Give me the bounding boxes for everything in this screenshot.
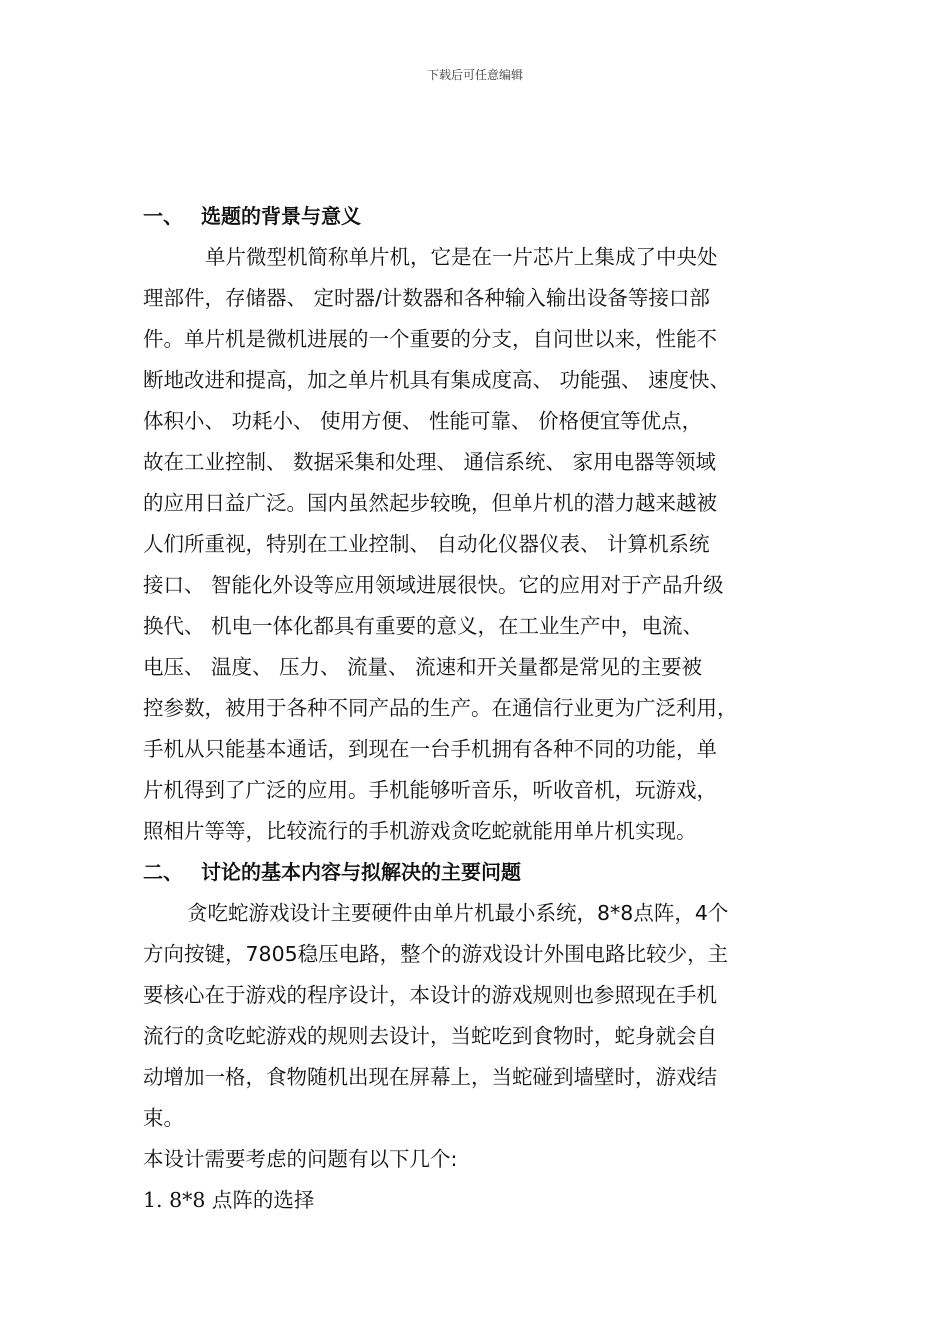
section-2-title: 讨论的基本内容与拟解决的主要问题 (201, 860, 521, 884)
paragraph-line: 故在工业控制、 数据采集和处理、 通信系统、 家用电器等领域 (143, 450, 717, 474)
paragraph-line: 片机得到了广泛的应用。手机能够听音乐，听收音机，玩游戏， (143, 778, 717, 802)
paragraph-line: 贪吃蛇游戏设计主要硬件由单片机最小系统，8*8点阵，4个 (187, 901, 729, 925)
section-1-title: 选题的背景与意义 (201, 204, 361, 228)
list-item: 1. 8*8 点阵的选择 (143, 1188, 315, 1212)
paragraph-line: 本设计需要考虑的问题有以下几个: (143, 1147, 458, 1171)
page-header: 下载后可任意编辑 (426, 68, 523, 82)
section-1-number: 一、 (143, 204, 183, 228)
document-body (143, 196, 813, 1221)
section-2-number: 二、 (143, 860, 183, 884)
paragraph-line: 人们所重视，特别在工业控制、 自动化仪器仪表、 计算机系统 (143, 532, 710, 556)
paragraph-line: 件。单片机是微机进展的一个重要的分支，自问世以来，性能不 (143, 327, 717, 351)
paragraph-line: 电压、 温度、 压力、 流量、 流速和开关量都是常见的主要被 (143, 655, 703, 679)
paragraph-line: 照相片等等，比较流行的手机游戏贪吃蛇就能用单片机实现。 (143, 819, 697, 843)
paragraph-line: 手机从只能基本通话，到现在一台手机拥有各种不同的功能，单 (143, 737, 717, 761)
paragraph-line: 换代、 机电一体化都具有重要的意义，在工业生产中，电流、 (143, 614, 704, 638)
paragraph-line: 动增加一格，食物随机出现在屏幕上，当蛇碰到墙壁时，游戏结 (143, 1065, 717, 1089)
paragraph-line: 的应用日益广泛。国内虽然起步较晚，但单片机的潜力越来越被 (143, 491, 717, 515)
paragraph-line: 接口、 智能化外设等应用领域进展很快。它的应用对于产品升级 (143, 573, 724, 597)
section-2-heading (143, 852, 813, 893)
paragraph-line: 单片微型机简称单片机，它是在一片芯片上集成了中央处 (205, 245, 718, 269)
paragraph-line: 束。 (143, 1106, 184, 1130)
paragraph-line: 断地改进和提高，加之单片机具有集成度高、 功能强、 速度快、 (143, 368, 731, 392)
paragraph-line: 要核心在于游戏的程序设计，本设计的游戏规则也参照现在手机 (143, 983, 717, 1007)
paragraph-line: 控参数，被用于各种不同产品的生产。在通信行业更为广泛利用， (143, 696, 738, 720)
paragraph-line: 流行的贪吃蛇游戏的规则去设计，当蛇吃到食物时，蛇身就会自 (143, 1024, 717, 1048)
paragraph-line: 方向按键，7805稳压电路，整个的游戏设计外围电路比较少，主 (143, 942, 729, 966)
paragraph-line: 理部件，存储器、 定时器/计数器和各种输入输出设备等接口部 (143, 286, 710, 310)
paragraph-line: 体积小、 功耗小、 使用方便、 性能可靠、 价格便宜等优点， (143, 409, 703, 433)
section-1-heading (143, 196, 813, 237)
